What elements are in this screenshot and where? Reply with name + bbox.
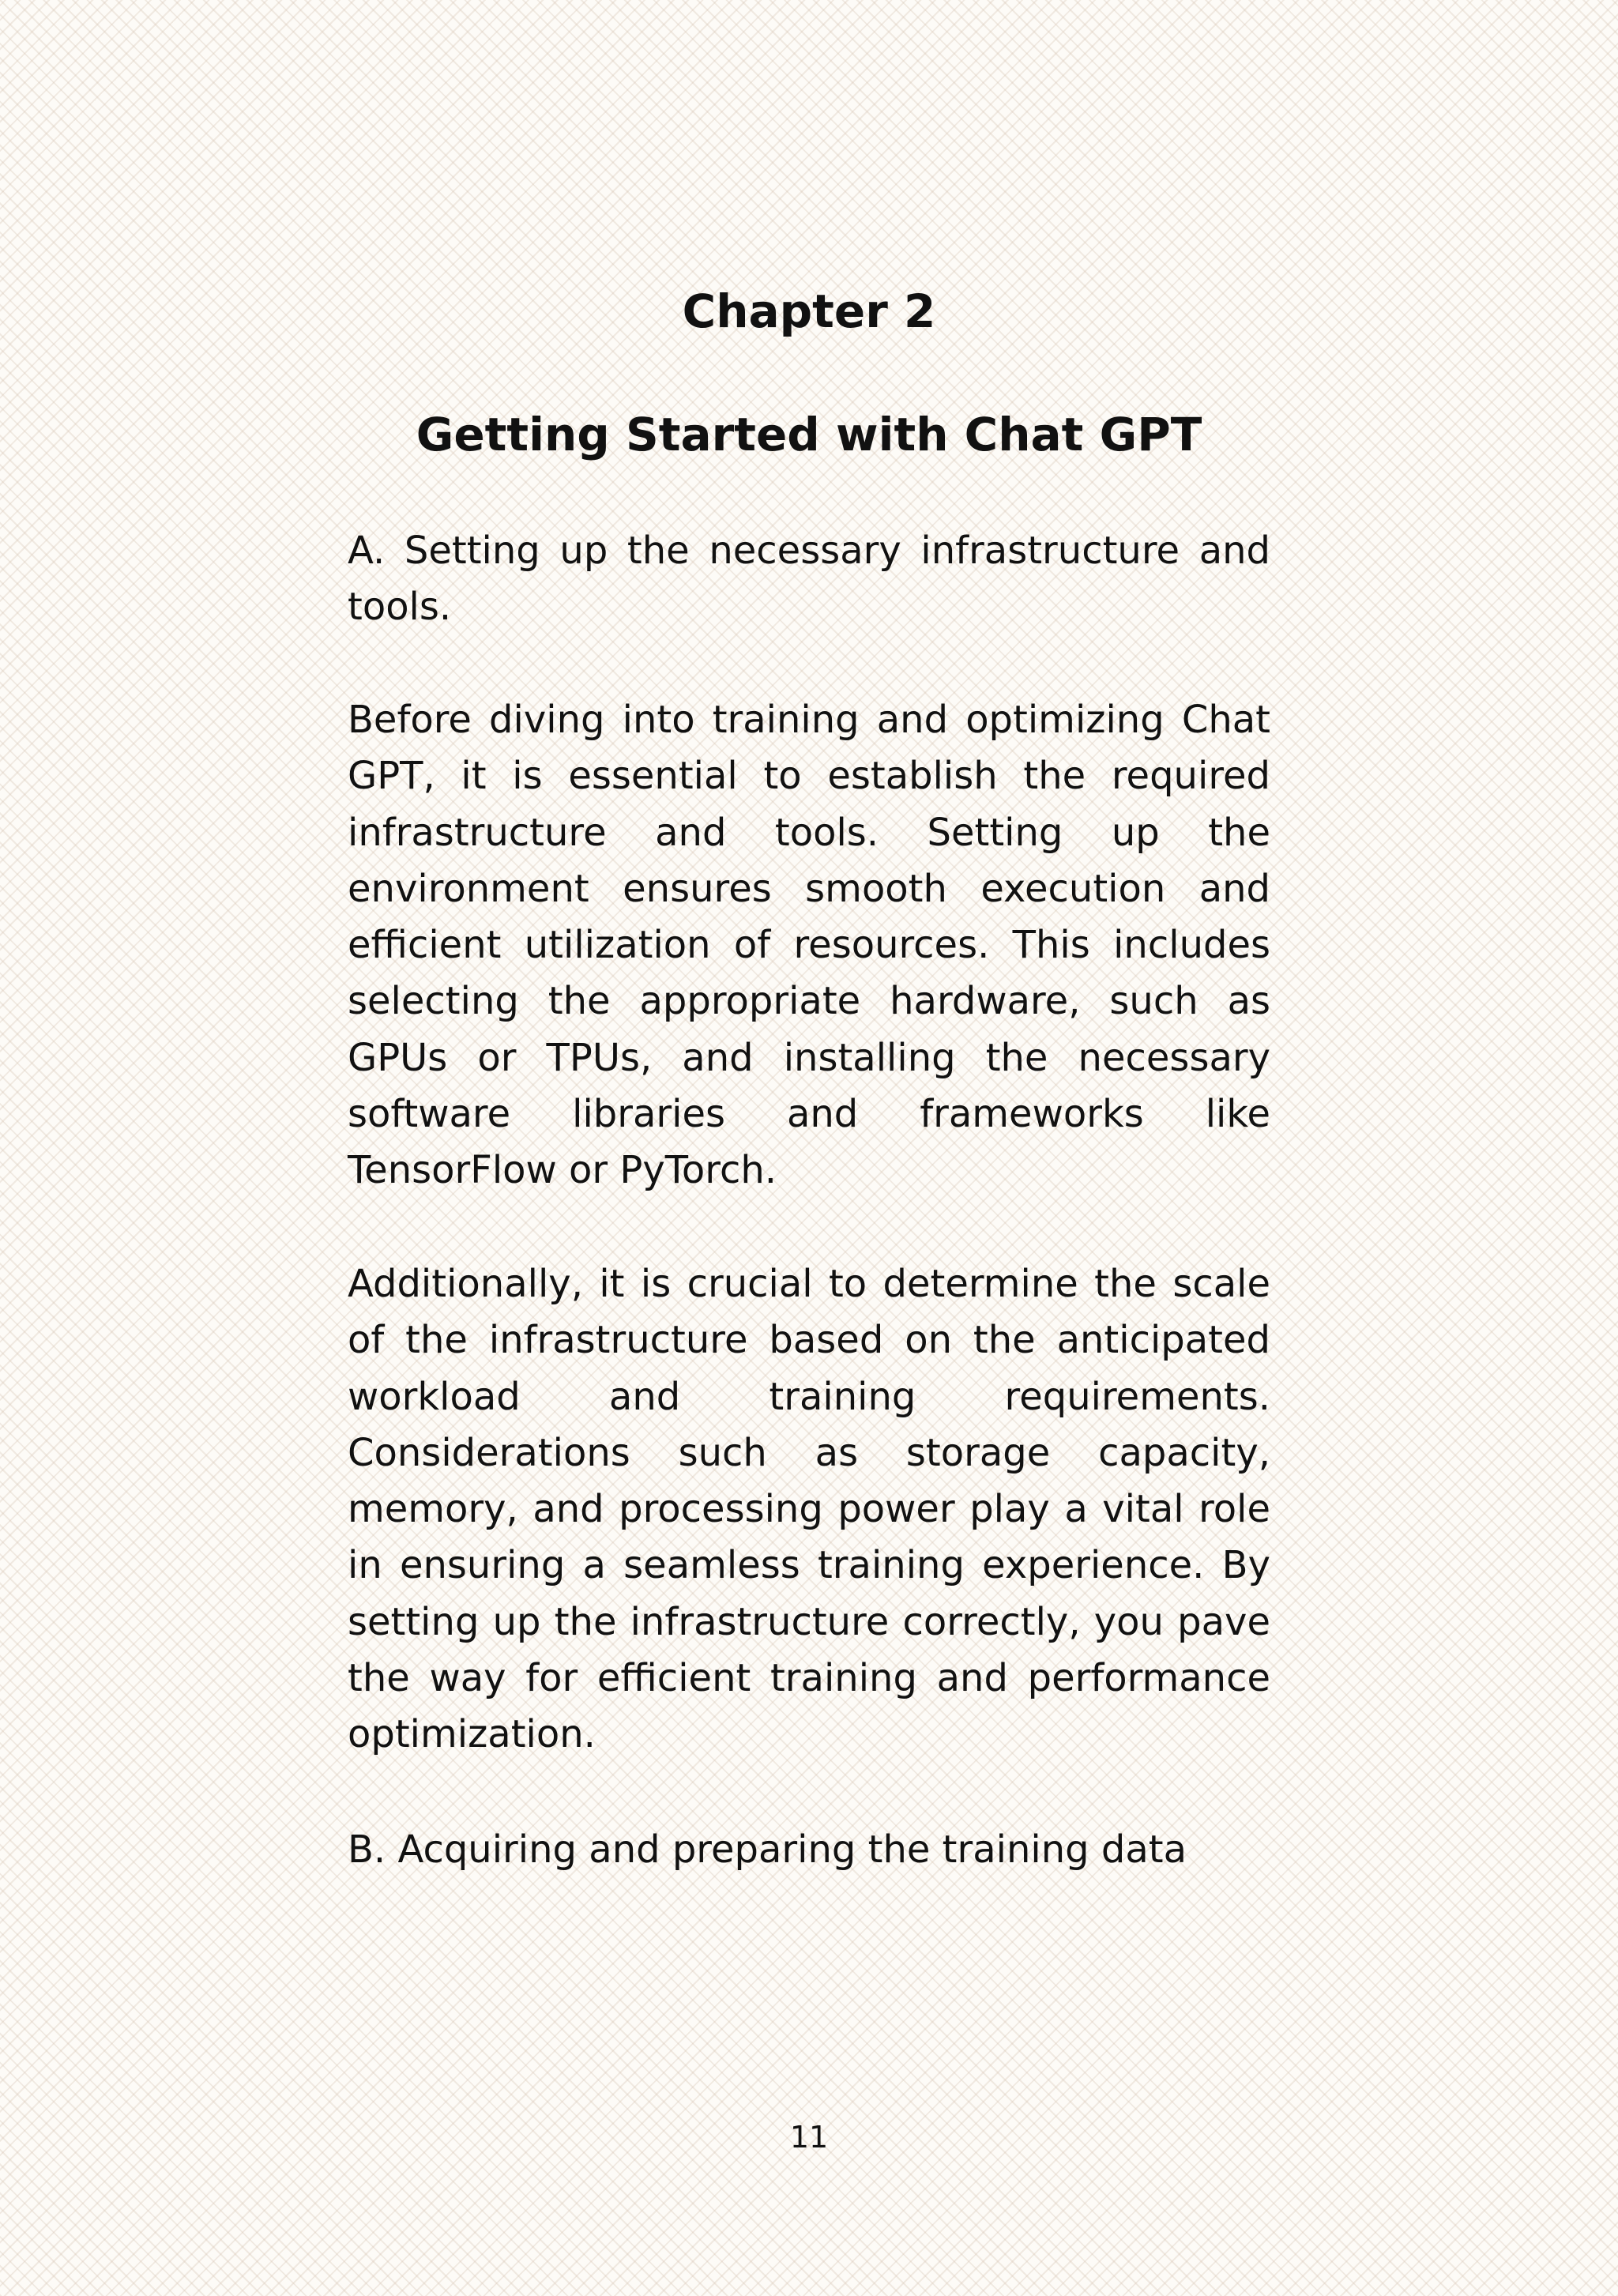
- body-paragraph-2: Additionally, it is crucial to determine the scale of the infrastructure based on the anticipated workload and training requirements. Considerations such as storage capacity, memory, and processing power play a vital role in ensuring a seamless training experience. By setting up the infrastructure correctly, you pave the way for efficient training and performance optimization.: [348, 1262, 1270, 1757]
- chapter-title: Getting Started with Chat GPT: [416, 408, 1202, 461]
- section-b-heading: B. Acquiring and preparing the training data: [348, 1827, 1187, 1872]
- chapter-label: Chapter 2: [682, 284, 936, 338]
- section-a-heading: A. Setting up the necessary infrastructure and tools.: [348, 529, 1270, 630]
- body-paragraph-1: Before diving into training and optimizing Chat GPT, it is essential to establish the required infrastructure and tools. Setting up the environment ensures smooth execution and efficient utilization of resources. This includes selecting the appropriate hardware, such as GPUs or TPUs, and installing the necessary software libraries and frameworks like TensorFlow or PyTorch.: [348, 698, 1270, 1193]
- page-number: 11: [789, 2120, 829, 2155]
